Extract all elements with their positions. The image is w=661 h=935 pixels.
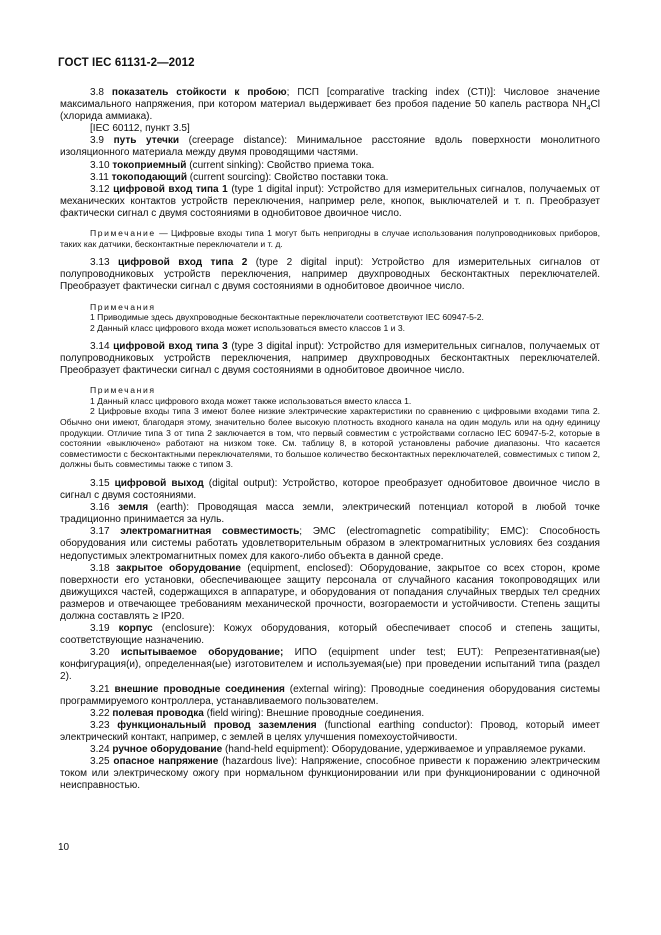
definition-3-23: 3.23 функциональный провод заземления (functional earthing conductor): Провод, который имеет электрический контакт, например, с землей в целях улучшения помехоустойчивости. [60, 719, 600, 743]
term: полевая проводка [112, 707, 204, 719]
definition-3-24: 3.24 ручное оборудование (hand-held equipment): Оборудование, удерживаемое и управляемое руками. [90, 744, 586, 755]
definition-3-16: 3.16 земля (earth): Проводящая масса земли, электрический потенциал которой в любой точке традиционно принимается за нуль. [60, 502, 600, 526]
definition-3-14: 3.14 цифровой вход типа 3 (type 3 digital input): Устройство для измерительных сигналов, получаемых от полупроводниковых устройств переключения, например двухпроводных бесконтактных переключателей. Преобразует фактически сигнал с двумя состояниями в однобитовое двоичное число. [60, 341, 600, 377]
term: цифровой вход типа 1 [113, 183, 228, 195]
note-3-12: Примечание — Цифровые входы типа 1 могут быть непригодны в случае использования полупроводниковых приборов, таких как датчики, бесконтактные переключатели и т. д. [60, 228, 600, 249]
term: цифровой вход типа 3 [113, 341, 228, 353]
definition-3-13: 3.13 цифровой вход типа 2 (type 2 digital input): Устройство для измерительных сигналов от полупроводниковых устройств переключения, например двухпроводных бесконтактных переключателей. Преобразует фактически сигнал с двумя состояниями в однобитовое двоичное число. [60, 257, 600, 293]
definition-3-17: 3.17 электромагнитная совместимость; ЭМС (electromagnetic compatibility; EMC): Способность оборудования или системы работать удовлетворительным образом в электромагнитных условиях без создания недопустимых электромагнитных помех для какого-либо объекта в данной среде. [60, 526, 600, 562]
definition-3-15: 3.15 цифровой выход (digital output): Устройство, которое преобразует однобитовое двоичное число в сигнал с двумя состояниями. [60, 477, 600, 502]
page-header: ГОСТ IEC 61131-2—2012 [58, 57, 195, 69]
term: токоподающий [111, 171, 188, 183]
note-item: 1 Данный класс цифрового входа может также использоваться вместо класса 1. [90, 395, 412, 406]
note-item: 2 Цифровые входы типа 3 имеют более низкие электрические характеристики по сравнению с цифровыми входами типа 2. Обычно они имеют, благодаря этому, значительно более высокую плотность входного канала на один модуль или на одну единицу продукции. Отличие типа 3 от типа 2 заключается в том, что первый совместим с устройствами согласно IEC 60947-5-2, которые в состоянии «выключено» работают на низком токе. См. таблицу 8, в которой установлены рабочие диапазоны. Что касается совместимости с бесконтактными переключателями, то большое количество бесконтактных переключателей, совместимых с типом 2, должны быть совместимы также с типом 3. [60, 406, 600, 470]
definition-3-21: 3.21 внешние проводные соединения (external wiring): Проводные соединения оборудования системы программируемого контроллера, устанавливаемого пользователем. [60, 683, 601, 707]
page-number: 10 [58, 842, 70, 853]
document-body [60, 87, 600, 792]
definition-3-10: 3.10 токоприемный (current sinking): Свойство приема тока. [90, 159, 375, 171]
term: цифровой вход типа 2 [118, 257, 248, 269]
definition-3-22: 3.22 полевая проводка (field wiring): Внешние проводные соединения. [90, 707, 425, 719]
reference-3-8: [IEC 60112, пункт 3.5] [90, 123, 190, 135]
note-label: Примечание [90, 228, 156, 239]
term: закрытое оборудование [115, 562, 241, 574]
term: опасное напряжение [113, 756, 219, 768]
notes-label-3-14: Примечания [90, 385, 156, 396]
term: путь утечки [113, 135, 180, 147]
term: земля [118, 502, 149, 514]
term: функциональный провод заземления [117, 719, 317, 731]
term: корпус [118, 623, 153, 635]
definition-3-8: 3.8 показатель стойкости к пробою; ПСП [comparative tracking index (CTI)]: Числовое значение максимального напряжения, при котором материал выдерживает без пробоя падение 50 капель раствора $NH_4Cl$ (хлорида аммиака). [60, 87, 600, 123]
term: токоприемный [112, 159, 187, 171]
definition-3-9: 3.9 путь утечки (creepage distance): Минимальное расстояние вдоль поверхности монолитного изоляционного материала между двумя проводящими частями. [60, 135, 600, 159]
term: ручное оборудование [112, 744, 223, 755]
definition-3-25: 3.25 опасное напряжение (hazardous live): Напряжение, способное привести к поражению электрическим током или электрическому ожогу при нормальном функционировании или при функционировании с одиночной неисправностью. [60, 756, 600, 792]
definition-3-20: 3.20 испытываемое оборудование; ИПО (equipment under test; EUT): Репрезентативная(ые) конфигурация(и), определенная(ые) изготовителем и используемая(ые) при проведении испытаний типа (раздел 2). [60, 647, 600, 683]
term: цифровой выход [114, 477, 204, 489]
note-item: 1 Приводимые здесь двухпроводные бесконтактные переключатели соответствуют IEC 60947-5-2. [90, 311, 484, 322]
notes-label-3-13: Примечания [90, 301, 156, 312]
note-item: 2 Данный класс цифрового входа может использоваться вместо классов 1 и 3. [90, 322, 405, 333]
definition-3-12: 3.12 цифровой вход типа 1 (type 1 digital input): Устройство для измерительных сигналов, получаемых от механических контактов устройств переключения, например реле, кнопок, выключателей и т. п. Преобразует фактически сигнал с двумя состояниями в однобитовое двоичное число. [60, 183, 600, 219]
definition-3-11: 3.11 токоподающий (current sourcing): Свойство поставки тока. [90, 171, 389, 183]
term: внешние проводные соединения [114, 683, 285, 695]
definition-3-19: 3.19 корпус (enclosure): Кожух оборудования, который обеспечивает способ и степень защиты, соответствующие назначению. [60, 623, 600, 647]
term: показатель стойкости к пробою [111, 87, 287, 98]
definition-3-18: 3.18 закрытое оборудование (equipment, enclosed): Оборудование, закрытое со всех сторон, кроме поверхности его установки, обеспечивающее защиту персонала от случайного касания токопроводящих или движущихся частей, содержащихся в аппаратуре, и оборудования от попадания случайных твердых тел средних размеров и отвечающее требованиям механической прочности, возгораемости и устойчивости. Степень защиты должна составлять ≥ IP20. [60, 562, 600, 622]
term: электромагнитная совместимость [120, 526, 300, 538]
term: испытываемое оборудование; [120, 647, 284, 659]
